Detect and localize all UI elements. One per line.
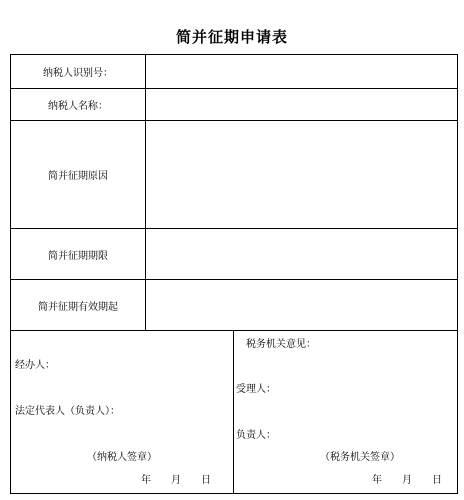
reason-field[interactable] xyxy=(146,121,457,228)
handler-label: 经办人： xyxy=(15,360,55,371)
taxpayer-id-row xyxy=(11,55,457,89)
responsible-person-label: 负责人： xyxy=(236,430,276,441)
period-row xyxy=(11,229,457,280)
period-field[interactable] xyxy=(146,229,457,279)
taxpayer-id-field[interactable] xyxy=(146,55,457,88)
tax-authority-seal-label: （税务机关签章） xyxy=(320,452,400,463)
taxpayer-signature-cell xyxy=(11,331,234,493)
taxpayer-name-row xyxy=(11,89,457,121)
valid-from-label: 简并征期有效期起 xyxy=(11,280,146,330)
period-label: 简并征期期限 xyxy=(11,229,146,279)
valid-from-row xyxy=(11,280,457,331)
legal-representative-label: 法定代表人（负责人）： xyxy=(15,406,120,417)
receiver-label: 受理人： xyxy=(236,384,276,395)
form-title: 简并征期申请表 xyxy=(175,28,288,46)
tax-authority-date-label: 年 月 日 xyxy=(372,475,442,486)
reason-row xyxy=(11,121,457,229)
taxpayer-date-label: 年 月 日 xyxy=(141,475,211,486)
signature-section xyxy=(11,331,457,493)
taxpayer-name-label: 纳税人名称： xyxy=(11,89,146,120)
taxpayer-id-label: 纳税人识别号： xyxy=(11,55,146,88)
taxpayer-seal-label: （纳税人签章） xyxy=(87,452,157,463)
application-form xyxy=(10,54,458,494)
taxpayer-name-field[interactable] xyxy=(146,89,457,120)
tax-authority-cell xyxy=(234,331,457,493)
reason-label: 简并征期原因 xyxy=(11,121,146,228)
valid-from-field[interactable] xyxy=(146,280,457,330)
tax-authority-opinion-label: 税务机关意见： xyxy=(246,339,316,350)
